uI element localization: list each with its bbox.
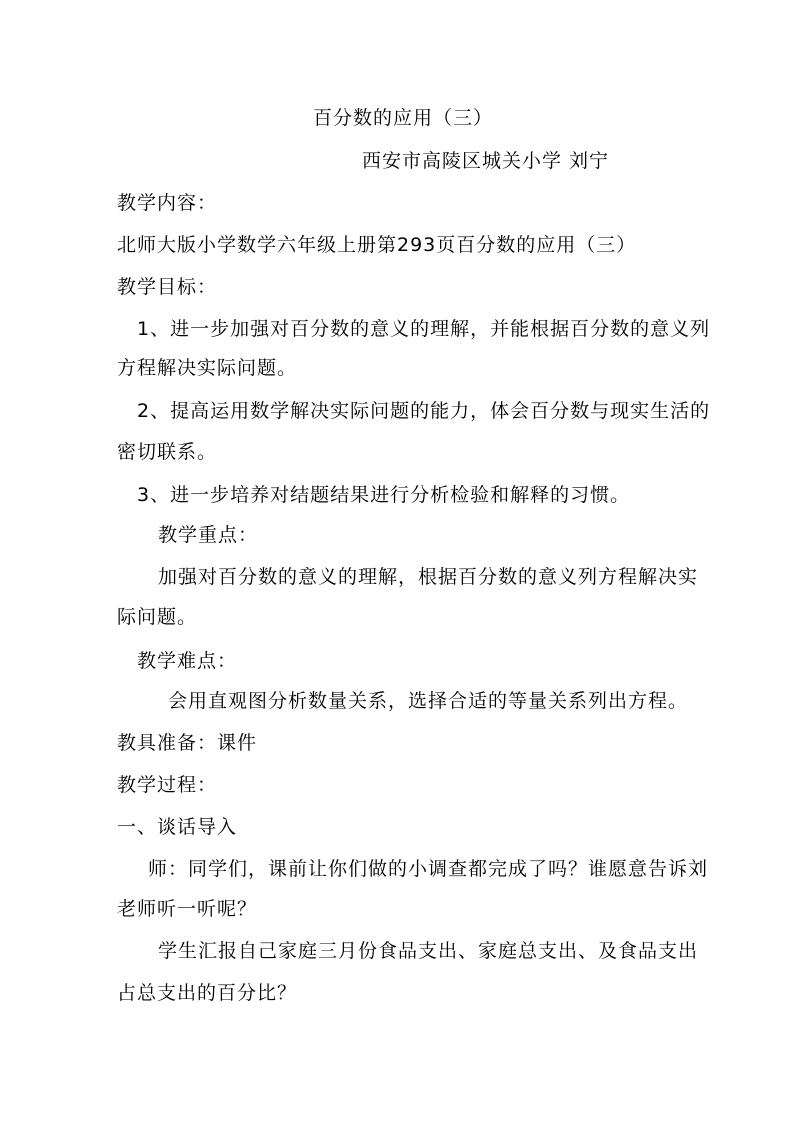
- goal-1-line-2: 方程解决实际问题。: [117, 357, 298, 379]
- difficulties-heading: 教学难点：: [137, 650, 238, 672]
- content-heading: 教学内容：: [117, 192, 218, 214]
- materials-line: 教具准备：课件: [117, 732, 258, 754]
- goals-heading: 教学目标：: [117, 276, 218, 298]
- key-points-line-2: 际问题。: [117, 606, 198, 628]
- section-1-heading: 一、谈话导入: [117, 816, 238, 838]
- student-line-1: 学生汇报自己家庭三月份食品支出、家庭总支出、及食品支出: [158, 940, 699, 962]
- student-line-2: 占总支出的百分比？: [117, 982, 298, 1004]
- goal-2-line-2: 密切联系。: [117, 441, 218, 463]
- goal-3: 3、进一步培养对结题结果进行分析检验和解释的习惯。: [137, 484, 631, 506]
- teacher-line-1: 师：同学们，课前让你们做的小调查都完成了吗？谁愿意告诉刘: [148, 858, 709, 880]
- content-text: 北师大版小学数学六年级上册第293页百分数的应用（三）: [117, 234, 637, 256]
- goal-2-line-1: 2、提高运用数学解决实际问题的能力，体会百分数与现实生活的: [137, 400, 711, 422]
- process-heading: 教学过程：: [117, 774, 218, 796]
- document-title: 百分数的应用（三）: [313, 107, 494, 129]
- difficulties-text: 会用直观图分析数量关系，选择合适的等量关系列出方程。: [168, 690, 689, 712]
- goal-1-line-1: 1、进一步加强对百分数的意义的理解，并能根据百分数的意义列: [137, 318, 711, 340]
- author-line: 西安市高陵区城关小学 刘宁: [362, 150, 610, 172]
- teacher-line-2: 老师听一听呢？: [117, 898, 258, 920]
- key-points-line-1: 加强对百分数的意义的理解，根据百分数的意义列方程解决实: [158, 566, 699, 588]
- key-points-heading: 教学重点：: [158, 524, 259, 546]
